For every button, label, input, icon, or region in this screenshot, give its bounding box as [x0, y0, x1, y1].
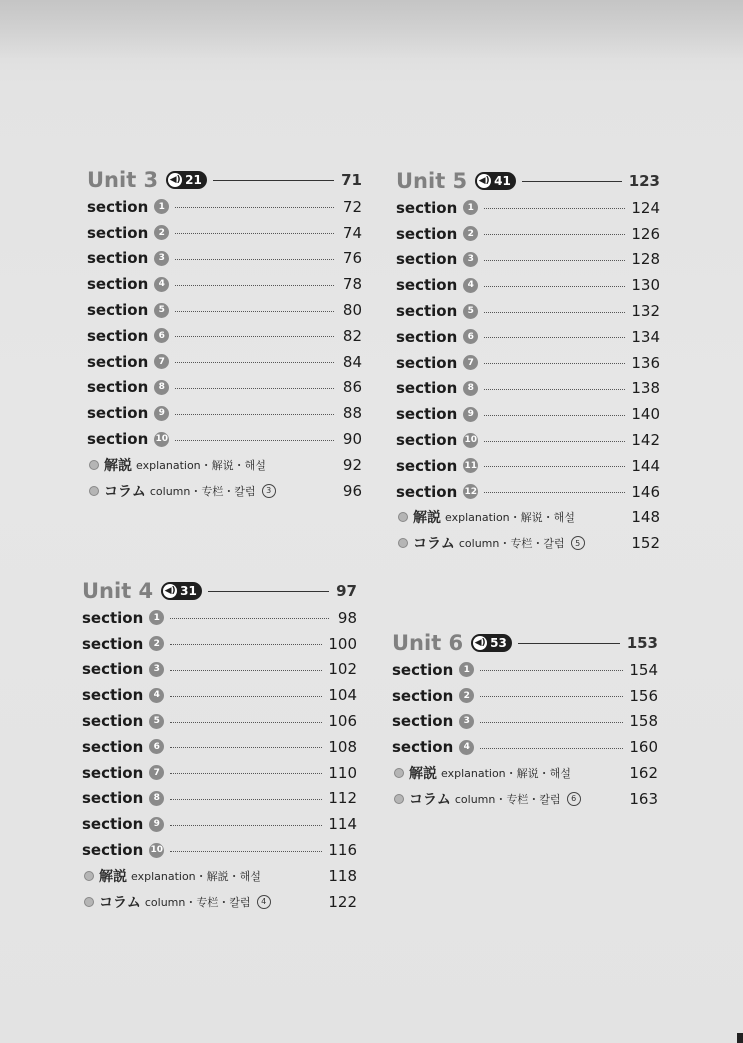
section-label: section: [396, 456, 458, 475]
dot-leader: [175, 285, 334, 286]
section-label: section: [396, 198, 458, 217]
page-number: 130: [631, 276, 660, 295]
section-label: section: [87, 430, 149, 449]
section-label: section: [87, 197, 149, 216]
page-number: 104: [328, 686, 357, 705]
page-number: 116: [328, 841, 357, 860]
page-number: 158: [629, 712, 658, 731]
section-label: section: [82, 660, 144, 679]
section-number-badge: 9: [463, 407, 478, 422]
unit-page-number[interactable]: 153: [626, 634, 658, 652]
page-number: 110: [328, 763, 357, 782]
audio-track-badge: [475, 172, 516, 190]
toc-row-explanation[interactable]: [82, 863, 357, 889]
toc-row-section[interactable]: [392, 734, 658, 760]
page-number: 84: [342, 352, 362, 371]
section-label: section: [82, 634, 144, 653]
section-number-badge: 2: [154, 225, 169, 240]
section-label: section: [87, 249, 149, 268]
toc-row-explanation[interactable]: [87, 452, 362, 478]
column-number-badge: 6: [567, 792, 581, 806]
section-label: section: [87, 223, 149, 242]
explanation-label: explanation・解说・해설: [441, 767, 571, 781]
page-number: 74: [342, 223, 362, 242]
dot-leader: [175, 414, 334, 415]
dot-leader: [170, 747, 322, 748]
dot-leader: [484, 389, 625, 390]
page-number: 132: [631, 302, 660, 321]
bullet-icon: [84, 897, 94, 907]
dot-leader: [170, 696, 322, 697]
column-jp-label: コラム: [409, 791, 451, 808]
dot-leader: [484, 363, 625, 364]
section-number-badge: 2: [463, 226, 478, 241]
section-label: section: [396, 482, 458, 501]
unit-6-block: [392, 630, 658, 812]
toc-row-column[interactable]: [396, 530, 660, 556]
section-label: section: [87, 275, 149, 294]
unit-page-number[interactable]: 71: [341, 171, 362, 189]
page-number: 112: [328, 789, 357, 808]
dot-leader: [484, 208, 625, 209]
bullet-icon: [84, 871, 94, 881]
section-label: section: [82, 686, 144, 705]
audio-track-badge: [471, 634, 512, 652]
dot-leader: [480, 670, 623, 671]
page-number: 134: [631, 327, 660, 346]
section-number-badge: 7: [463, 355, 478, 370]
page-number: 126: [631, 224, 660, 243]
section-number-badge: 4: [154, 277, 169, 292]
bullet-icon: [89, 486, 99, 496]
dot-leader: [175, 388, 334, 389]
section-label: section: [396, 302, 458, 321]
section-number-badge: 3: [149, 662, 164, 677]
bullet-icon: [394, 794, 404, 804]
page-number: 148: [631, 508, 660, 527]
page-number: 122: [328, 892, 357, 911]
dot-leader: [170, 644, 322, 645]
toc-row-section[interactable]: [396, 350, 660, 376]
toc-row-section[interactable]: [82, 837, 357, 863]
toc-row-section[interactable]: [396, 376, 660, 402]
page-number: 106: [328, 712, 357, 731]
explanation-label: explanation・解说・해설: [445, 511, 575, 525]
column-jp-label: コラム: [104, 483, 146, 500]
column-number-badge: 3: [262, 484, 276, 498]
section-number-badge: 10: [149, 843, 164, 858]
unit-3-block: [87, 167, 362, 504]
page-corner-mark: [737, 1033, 743, 1043]
dot-leader: [484, 286, 625, 287]
toc-row-section[interactable]: [396, 453, 660, 479]
section-number-badge: 3: [463, 252, 478, 267]
dot-leader: [175, 440, 334, 441]
section-number-badge: 9: [149, 817, 164, 832]
section-label: section: [396, 250, 458, 269]
track-number: 31: [180, 584, 197, 598]
dot-leader: [170, 722, 322, 723]
explanation-jp-label: 解説: [409, 766, 437, 783]
unit-title: Unit 4: [82, 579, 154, 603]
toc-row-section[interactable]: [87, 220, 362, 246]
page-number: 140: [631, 405, 660, 424]
toc-row-section[interactable]: [82, 631, 357, 657]
toc-row-section[interactable]: [87, 194, 362, 220]
unit-5-block: [396, 168, 660, 556]
page-number: 124: [631, 198, 660, 217]
dot-leader: [175, 207, 334, 208]
track-number: 21: [185, 173, 202, 187]
dot-leader: [484, 492, 625, 493]
dot-leader: [170, 825, 322, 826]
section-number-badge: 1: [459, 662, 474, 677]
page-number: 100: [328, 634, 357, 653]
section-number-badge: 2: [459, 688, 474, 703]
section-label: section: [396, 276, 458, 295]
dot-leader: [175, 362, 334, 363]
section-number-badge: 6: [149, 739, 164, 754]
toc-row-section[interactable]: [87, 349, 362, 375]
toc-row-explanation[interactable]: [396, 505, 660, 531]
dot-leader: [484, 312, 625, 313]
dot-leader: [175, 233, 334, 234]
section-number-badge: 8: [463, 381, 478, 396]
bullet-icon: [89, 460, 99, 470]
unit-header: [396, 168, 660, 194]
unit-title: Unit 6: [392, 631, 464, 655]
section-number-badge: 7: [149, 765, 164, 780]
section-label: section: [82, 608, 144, 627]
page-number: 86: [342, 378, 362, 397]
page-number: 76: [342, 249, 362, 268]
section-label: section: [396, 327, 458, 346]
page-number: 118: [328, 866, 357, 885]
toc-row-section[interactable]: [82, 605, 357, 631]
page-number: 102: [328, 660, 357, 679]
section-number-badge: 3: [459, 714, 474, 729]
page-number: 154: [629, 660, 658, 679]
page-number: 146: [631, 482, 660, 501]
column-number-badge: 5: [571, 536, 585, 550]
section-label: section: [82, 841, 144, 860]
audio-track-badge: [166, 171, 207, 189]
toc-row-section[interactable]: [87, 246, 362, 272]
section-number-badge: 8: [154, 380, 169, 395]
section-label: section: [82, 737, 144, 756]
track-number: 41: [494, 174, 511, 188]
toc-row-section[interactable]: [82, 708, 357, 734]
section-number-badge: 5: [463, 304, 478, 319]
toc-row-section[interactable]: [396, 298, 660, 324]
toc-row-section[interactable]: [392, 657, 658, 683]
audio-icon: ◀): [169, 175, 181, 185]
column-label: column・专栏・칼럼: [454, 792, 561, 806]
toc-row-section[interactable]: [396, 401, 660, 427]
toc-row-section[interactable]: [87, 271, 362, 297]
unit-header: [82, 578, 357, 604]
toc-row-column[interactable]: [82, 889, 357, 915]
toc-row-section[interactable]: [82, 811, 357, 837]
section-number-badge: 5: [154, 303, 169, 318]
section-number-badge: 10: [463, 433, 478, 448]
dot-leader: [170, 618, 329, 619]
section-number-badge: 8: [149, 791, 164, 806]
explanation-label: explanation・解説・해설: [131, 869, 261, 883]
column-jp-label: コラム: [413, 536, 455, 553]
toc-row-section[interactable]: [396, 221, 660, 247]
toc-row-column[interactable]: [392, 786, 658, 812]
bullet-icon: [394, 768, 404, 778]
section-label: section: [87, 404, 149, 423]
page-number: 72: [342, 197, 362, 216]
page-number: 156: [629, 686, 658, 705]
header-rule: [522, 181, 622, 182]
dot-leader: [484, 415, 625, 416]
section-number-badge: 7: [154, 354, 169, 369]
dot-leader: [175, 311, 334, 312]
dot-leader: [175, 336, 334, 337]
toc-row-section[interactable]: [82, 682, 357, 708]
section-number-badge: 9: [154, 406, 169, 421]
page-number: 80: [342, 301, 362, 320]
section-label: section: [392, 738, 454, 757]
header-rule: [208, 591, 329, 592]
section-label: section: [82, 763, 144, 782]
track-number: 53: [490, 636, 507, 650]
section-label: section: [392, 686, 454, 705]
dot-leader: [170, 799, 322, 800]
toc-row-section[interactable]: [87, 323, 362, 349]
unit-title: Unit 3: [87, 168, 159, 192]
toc-row-section[interactable]: [87, 297, 362, 323]
audio-icon: ◀): [478, 176, 490, 186]
dot-leader: [480, 722, 623, 723]
dot-leader: [170, 851, 322, 852]
dot-leader: [170, 670, 322, 671]
section-number-badge: 6: [463, 329, 478, 344]
toc-row-section[interactable]: [396, 324, 660, 350]
toc-row-section[interactable]: [87, 400, 362, 426]
header-rule: [518, 643, 620, 644]
bullet-icon: [398, 538, 408, 548]
unit-page-number[interactable]: 97: [336, 582, 357, 600]
toc-row-section[interactable]: [396, 272, 660, 298]
section-label: section: [392, 660, 454, 679]
dot-leader: [480, 696, 623, 697]
section-label: section: [87, 378, 149, 397]
section-label: section: [82, 815, 144, 834]
section-label: section: [87, 326, 149, 345]
section-number-badge: 5: [149, 714, 164, 729]
section-number-badge: 4: [463, 278, 478, 293]
section-number-badge: 1: [154, 199, 169, 214]
page-number: 163: [629, 789, 658, 808]
header-rule: [213, 180, 334, 181]
section-number-badge: 6: [154, 328, 169, 343]
page-number: 92: [342, 455, 362, 474]
column-number-badge: 4: [257, 895, 271, 909]
dot-leader: [484, 234, 625, 235]
unit-header: [87, 167, 362, 193]
toc-row-column[interactable]: [87, 478, 362, 504]
dot-leader: [484, 337, 625, 338]
section-number-badge: 4: [459, 740, 474, 755]
page-number: 128: [631, 250, 660, 269]
dot-leader: [484, 260, 625, 261]
column-jp-label: コラム: [99, 894, 141, 911]
toc-row-explanation[interactable]: [392, 760, 658, 786]
explanation-jp-label: 解説: [104, 457, 132, 474]
page-number: 114: [328, 815, 357, 834]
toc-row-section[interactable]: [396, 195, 660, 221]
page-number: 78: [342, 275, 362, 294]
unit-page-number[interactable]: 123: [628, 172, 660, 190]
dot-leader: [484, 441, 625, 442]
page-number: 136: [631, 353, 660, 372]
page-number: 98: [337, 608, 357, 627]
section-number-badge: 12: [463, 484, 478, 499]
section-label: section: [392, 712, 454, 731]
page-number: 152: [631, 534, 660, 553]
page-number: 162: [629, 764, 658, 783]
section-label: section: [82, 789, 144, 808]
section-number-badge: 1: [149, 610, 164, 625]
section-label: section: [82, 712, 144, 731]
page-number: 88: [342, 404, 362, 423]
page-number: 108: [328, 737, 357, 756]
toc-row-section[interactable]: [392, 683, 658, 709]
section-label: section: [396, 224, 458, 243]
unit-header: [392, 630, 658, 656]
column-label: column・专栏・칼럼: [149, 484, 256, 498]
page-number: 142: [631, 431, 660, 450]
unit-title: Unit 5: [396, 169, 468, 193]
page-number: 82: [342, 326, 362, 345]
audio-icon: ◀): [474, 638, 486, 648]
toc-row-section[interactable]: [82, 786, 357, 812]
section-number-badge: 4: [149, 688, 164, 703]
section-label: section: [396, 405, 458, 424]
toc-row-section[interactable]: [82, 734, 357, 760]
page-number: 144: [631, 456, 660, 475]
audio-icon: ◀): [164, 586, 176, 596]
toc-row-section[interactable]: [87, 375, 362, 401]
section-label: section: [396, 353, 458, 372]
page-number: 90: [342, 430, 362, 449]
page-top-shadow: [0, 0, 743, 60]
section-label: section: [87, 352, 149, 371]
toc-row-section[interactable]: [396, 247, 660, 273]
toc-row-section[interactable]: [396, 479, 660, 505]
toc-row-section[interactable]: [392, 709, 658, 735]
section-number-badge: 3: [154, 251, 169, 266]
toc-row-section[interactable]: [82, 657, 357, 683]
section-number-badge: 1: [463, 200, 478, 215]
dot-leader: [484, 466, 625, 467]
toc-row-section[interactable]: [396, 427, 660, 453]
toc-row-section[interactable]: [82, 760, 357, 786]
explanation-jp-label: 解説: [99, 868, 127, 885]
column-label: column・专栏・칼럼: [144, 895, 251, 909]
section-number-badge: 11: [463, 458, 478, 473]
page-number: 160: [629, 738, 658, 757]
section-label: section: [396, 379, 458, 398]
page-number: 96: [342, 481, 362, 500]
toc-row-section[interactable]: [87, 426, 362, 452]
explanation-label: explanation・解说・해설: [136, 458, 266, 472]
dot-leader: [480, 748, 623, 749]
audio-track-badge: [161, 582, 202, 600]
explanation-jp-label: 解説: [413, 510, 441, 527]
section-number-badge: 2: [149, 636, 164, 651]
section-label: section: [396, 431, 458, 450]
bullet-icon: [398, 512, 408, 522]
section-number-badge: 10: [154, 432, 169, 447]
page-number: 138: [631, 379, 660, 398]
unit-4-block: [82, 578, 357, 915]
section-label: section: [87, 301, 149, 320]
dot-leader: [170, 773, 322, 774]
column-label: column・专栏・갈럼: [458, 537, 565, 551]
dot-leader: [175, 259, 334, 260]
